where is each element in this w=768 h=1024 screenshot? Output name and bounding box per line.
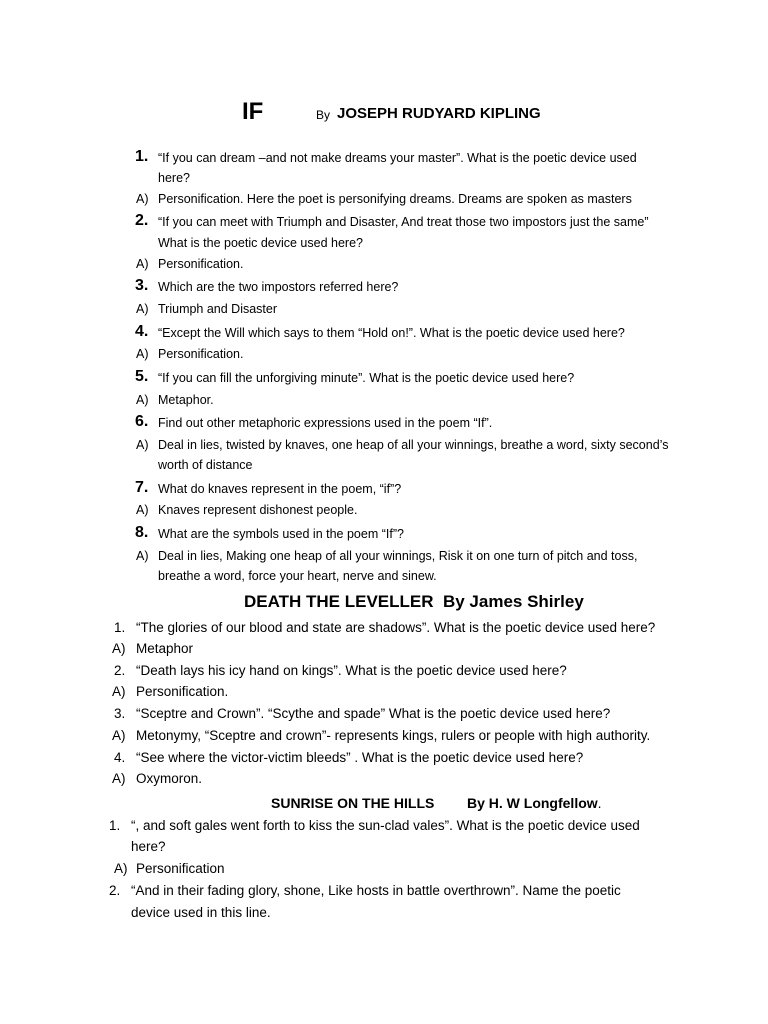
list-item-text: “If you can dream –and not make dreams your master”. What is the poetic device used bbox=[158, 151, 637, 165]
list-item-text: “See where the victor-victim bleeds” . What is the poetic device used here? bbox=[136, 750, 584, 765]
answer-text: Personification. bbox=[136, 684, 229, 699]
answer-text: Personification bbox=[136, 861, 225, 876]
list-item-text: “If you can fill the unforgiving minute”. What is the poetic device used here? bbox=[158, 371, 575, 385]
section-author-suffix: . bbox=[597, 795, 602, 811]
answer-text: Knaves represent dishonest people. bbox=[158, 503, 358, 517]
list-number: 6. bbox=[135, 413, 149, 430]
list-item-text: Find out other metaphoric expressions used in the poem “If”. bbox=[158, 416, 493, 430]
list-number: 3. bbox=[114, 706, 126, 721]
section-heading-death-the-leveller: DEATH THE LEVELLER By James Shirley bbox=[244, 592, 584, 611]
list-number: 1. bbox=[114, 620, 126, 635]
answer-label: A) bbox=[112, 728, 126, 743]
answer-text: breathe a word, force your heart, nerve and sinew. bbox=[158, 569, 437, 583]
answer-text: Metaphor. bbox=[158, 393, 214, 407]
answer-text: Deal in lies, Making one heap of all your winnings, Risk it on one turn of pitch and toss, bbox=[158, 549, 638, 563]
answer-text: Triumph and Disaster bbox=[158, 302, 278, 316]
answer-text: worth of distance bbox=[158, 458, 253, 472]
list-number: 8. bbox=[135, 524, 149, 541]
answer-text: Deal in lies, twisted by knaves, one heap of all your winnings, breathe a word, sixty second’s bbox=[158, 438, 669, 452]
answer-label: A) bbox=[136, 549, 149, 563]
list-item-text: “, and soft gales went forth to kiss the sun-clad vales”. What is the poetic device used bbox=[131, 818, 640, 833]
list-item-text: What is the poetic device used here? bbox=[158, 236, 363, 250]
answer-label: A) bbox=[112, 771, 126, 786]
answer-label: A) bbox=[136, 503, 149, 517]
list-number: 5. bbox=[135, 368, 149, 385]
list-number: 4. bbox=[114, 750, 126, 765]
list-item-text: here? bbox=[131, 839, 166, 854]
list-item-text: here? bbox=[158, 171, 190, 185]
answer-label: A) bbox=[136, 347, 149, 361]
by-label: By bbox=[316, 108, 331, 122]
list-item-text: “If you can meet with Triumph and Disaster, And treat those two impostors just the same” bbox=[158, 215, 649, 229]
list-number: 1. bbox=[135, 148, 149, 165]
list-number: 3. bbox=[135, 277, 149, 294]
list-number: 1. bbox=[109, 818, 121, 833]
section-heading-sunrise-on-the-hills: SUNRISE ON THE HILLS bbox=[271, 795, 435, 811]
list-item-text: “Death lays his icy hand on kings”. What is the poetic device used here? bbox=[136, 663, 567, 678]
answer-label: A) bbox=[136, 302, 149, 316]
list-number: 2. bbox=[135, 212, 149, 229]
answer-label: A) bbox=[136, 393, 149, 407]
list-number: 2. bbox=[109, 883, 121, 898]
answer-label: A) bbox=[112, 684, 126, 699]
list-number: 7. bbox=[135, 479, 149, 496]
list-item-text: What are the symbols used in the poem “If”? bbox=[158, 527, 404, 541]
section-author bbox=[467, 795, 602, 811]
answer-text: Metaphor bbox=[136, 641, 194, 656]
answer-text: Oxymoron. bbox=[136, 771, 203, 786]
list-item-text: “And in their fading glory, shone, Like hosts in battle overthrown”. Name the poetic bbox=[131, 883, 621, 898]
answer-label: A) bbox=[112, 641, 126, 656]
list-item-text: Which are the two impostors referred here? bbox=[158, 280, 399, 294]
list-number: 4. bbox=[135, 323, 149, 340]
list-number: 2. bbox=[114, 663, 126, 678]
answer-text: Personification. bbox=[158, 257, 244, 271]
answer-label: A) bbox=[114, 861, 128, 876]
list-item-text: “The glories of our blood and state are shadows”. What is the poetic device used here? bbox=[136, 620, 656, 635]
answer-text: Personification. bbox=[158, 347, 244, 361]
list-item-text: “Sceptre and Crown”. “Scythe and spade” What is the poetic device used here? bbox=[136, 706, 611, 721]
answer-label: A) bbox=[136, 438, 149, 452]
list-item-text: device used in this line. bbox=[131, 905, 271, 920]
poem-title: IF bbox=[242, 98, 264, 125]
poem-author: JOSEPH RUDYARD KIPLING bbox=[337, 105, 541, 122]
answer-text: Metonymy, “Sceptre and crown”- represents kings, rulers or people with high authority. bbox=[136, 728, 651, 743]
list-item-text: “Except the Will which says to them “Hold on!”. What is the poetic device used here? bbox=[158, 326, 625, 340]
answer-text: Personification. Here the poet is personifying dreams. Dreams are spoken as masters bbox=[158, 192, 632, 206]
section-author-name: By H. W Longfellow bbox=[467, 795, 598, 811]
list-item-text: What do knaves represent in the poem, “if”? bbox=[158, 482, 402, 496]
answer-label: A) bbox=[136, 192, 149, 206]
answer-label: A) bbox=[136, 257, 149, 271]
